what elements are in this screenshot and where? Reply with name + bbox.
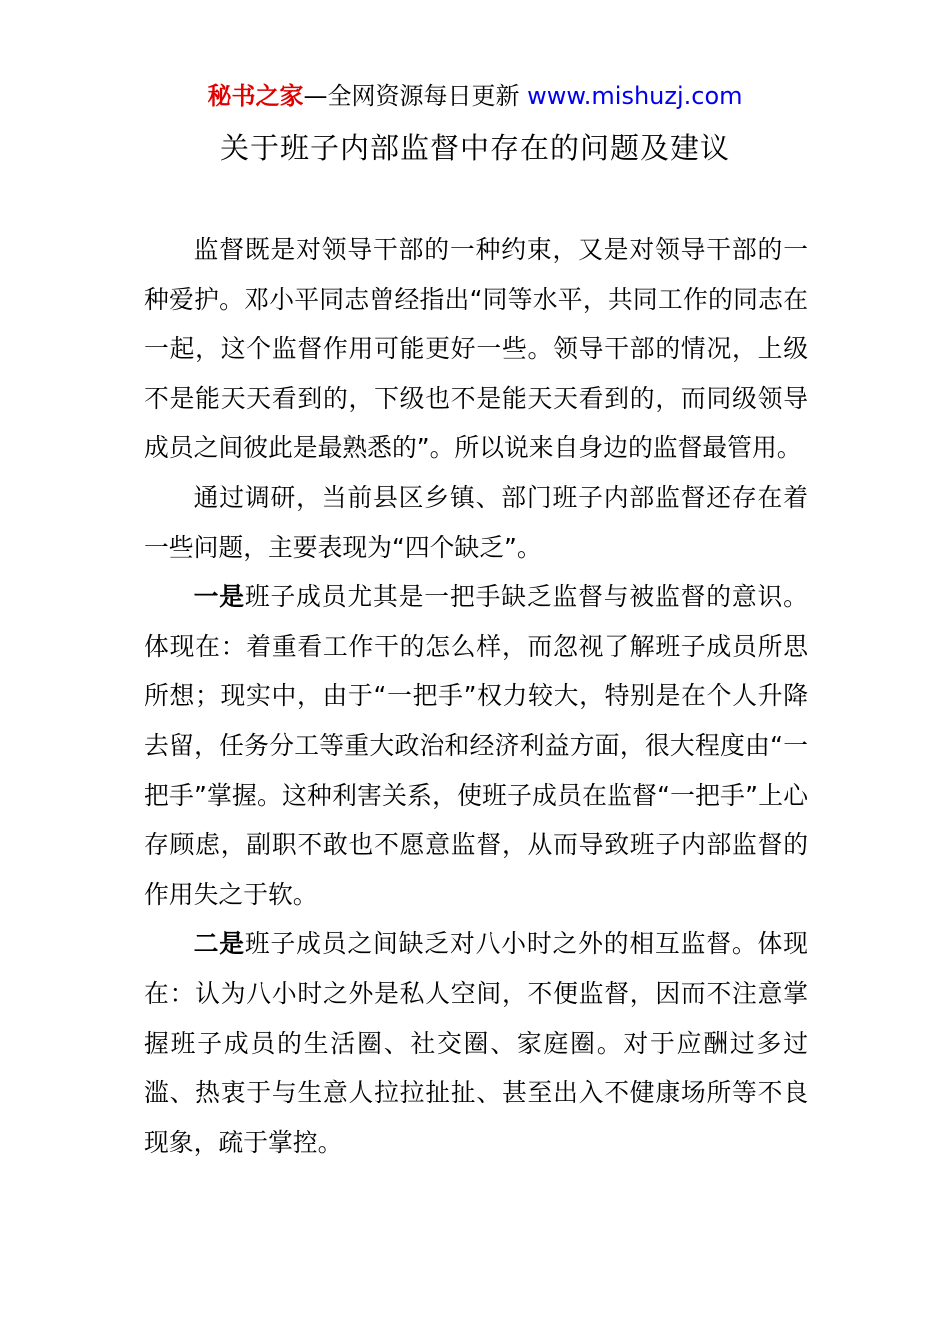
- paragraph-intro: 监督既是对领导干部的一种约束，又是对领导干部的一种爱护。邓小平同志曾经指出“同等水平，共同工作的同志在一起，这个监督作用可能更好一些。领导干部的情况，上级不是能天天看到的，下级也不是能天天看到的，而同级领导成员之间彼此是最熟悉的”。所以说来自身边的监督最管用。: [144, 235, 808, 463]
- site-url-link[interactable]: www.mishuzj.com: [527, 82, 743, 110]
- site-tagline: —全网资源每日更新: [303, 82, 528, 110]
- point-one-lead: 一是: [193, 582, 245, 612]
- paragraph-point-one: [144, 572, 808, 919]
- point-two-text: 班子成员之间缺乏对八小时之外的相互监督。体现在：认为八小时之外是私人空间，不便监督，因而不注意掌握班子成员的生活圈、社交圈、家庭圈。对于应酬过多过滥、热衷于与生意人拉拉扯扯、甚至出入不健康场所等不良现象，疏于掌控。: [144, 929, 808, 1157]
- document-title: 关于班子内部监督中存在的问题及建议: [219, 131, 730, 165]
- paragraph-survey: 通过调研，当前县区乡镇、部门班子内部监督还存在着一些问题，主要表现为“四个缺乏”。: [144, 482, 808, 562]
- point-one-text: 班子成员尤其是一把手缺乏监督与被监督的意识。体现在：着重看工作干的怎么样，而忽视了解班子成员所思所想；现实中，由于“一把手”权力较大，特别是在个人升降去留，任务分工等重大政治和经济利益方面，很大程度由“一把手”掌握。这种利害关系，使班子成员在监督“一把手”上心存顾虑，副职不敢也不愿意监督，从而导致班子内部监督的作用失之于软。: [144, 582, 808, 909]
- point-two-lead: 二是: [193, 929, 245, 959]
- site-header: [0, 80, 950, 112]
- paragraph-point-two: [144, 919, 808, 1167]
- brand-name: 秘书之家: [207, 82, 304, 110]
- document-body: [144, 225, 808, 1167]
